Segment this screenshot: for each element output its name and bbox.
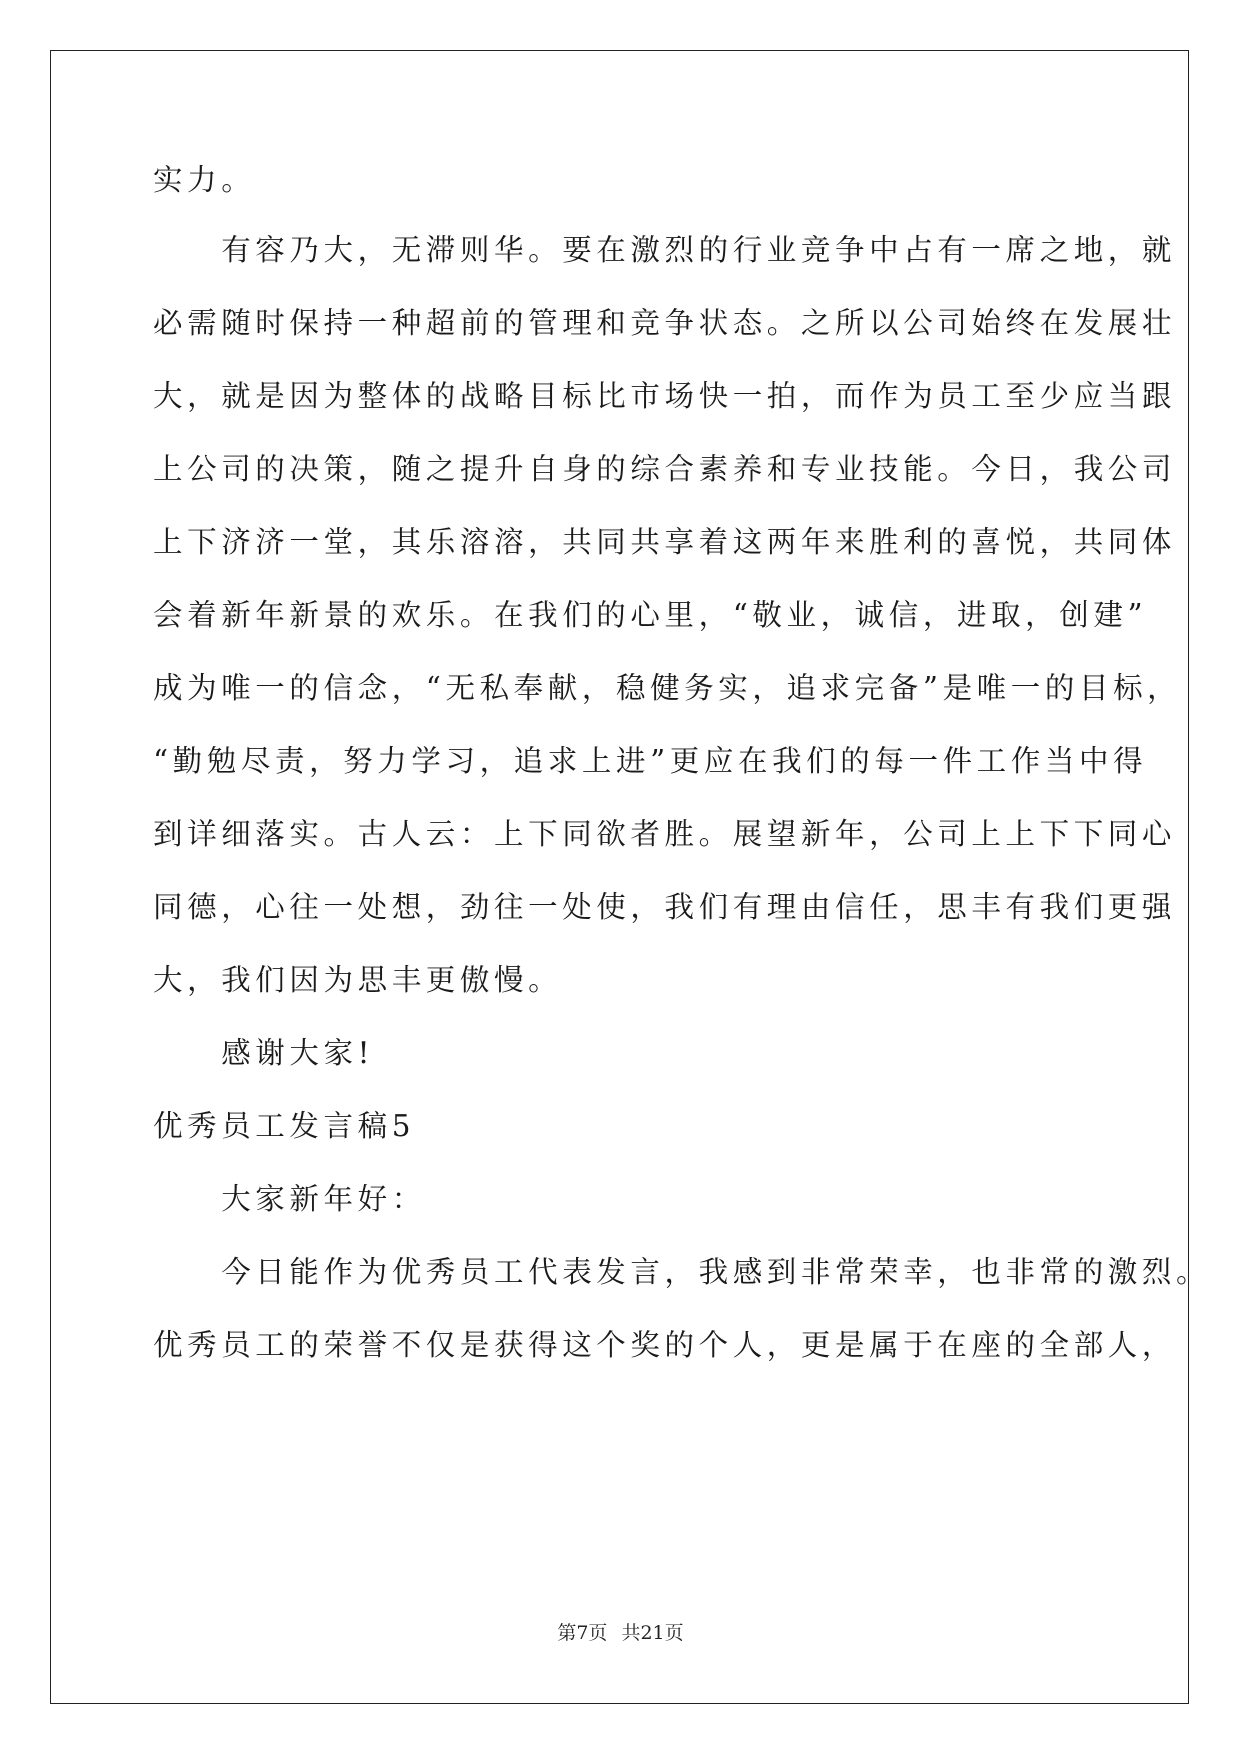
text-line: 大，我们因为思丰更傲慢。 bbox=[153, 963, 563, 997]
text-line: 有容乃大，无滞则华。要在激烈的行业竞争中占有一席之地，就 bbox=[153, 233, 1177, 267]
page-border bbox=[50, 50, 1189, 1704]
text-line: 会着新年新景的欢乐。在我们的心里，“敬业，诚信，进取，创建” bbox=[153, 598, 1148, 632]
text-line: 今日能作为优秀员工代表发言，我感到非常荣幸，也非常的激烈。 bbox=[153, 1255, 1211, 1289]
text-line: “勤勉尽责，努力学习，追求上进”更应在我们的每一件工作当中得 bbox=[153, 744, 1148, 778]
text-line: 必需随时保持一种超前的管理和竞争状态。之所以公司始终在发展壮 bbox=[153, 306, 1177, 340]
text-line: 上下济济一堂，其乐溶溶，共同共享着这两年来胜利的喜悦，共同体 bbox=[153, 525, 1177, 559]
text-line: 上公司的决策，随之提升自身的综合素养和专业技能。今日，我公司 bbox=[153, 452, 1177, 486]
text-line: 大，就是因为整体的战略目标比市场快一拍，而作为员工至少应当跟 bbox=[153, 379, 1177, 413]
text-line: 到详细落实。古人云：上下同欲者胜。展望新年，公司上上下下同心 bbox=[153, 817, 1177, 851]
page-number: 第7页 bbox=[557, 1622, 608, 1644]
section-heading: 优秀员工发言稿5 bbox=[153, 1109, 416, 1143]
text-line: 大家新年好： bbox=[153, 1182, 426, 1216]
page-footer bbox=[0, 1618, 1241, 1645]
text-line: 成为唯一的信念，“无私奉献，稳健务实，追求完备”是唯一的目标， bbox=[153, 671, 1182, 705]
text-line: 感谢大家! bbox=[153, 1036, 375, 1070]
text-line: 优秀员工的荣誉不仅是获得这个奖的个人，更是属于在座的全部人， bbox=[153, 1328, 1177, 1362]
text-line: 实力。 bbox=[153, 163, 256, 197]
text-line: 同德，心往一处想，劲往一处使，我们有理由信任，思丰有我们更强 bbox=[153, 890, 1177, 924]
page-total: 共21页 bbox=[621, 1622, 684, 1644]
